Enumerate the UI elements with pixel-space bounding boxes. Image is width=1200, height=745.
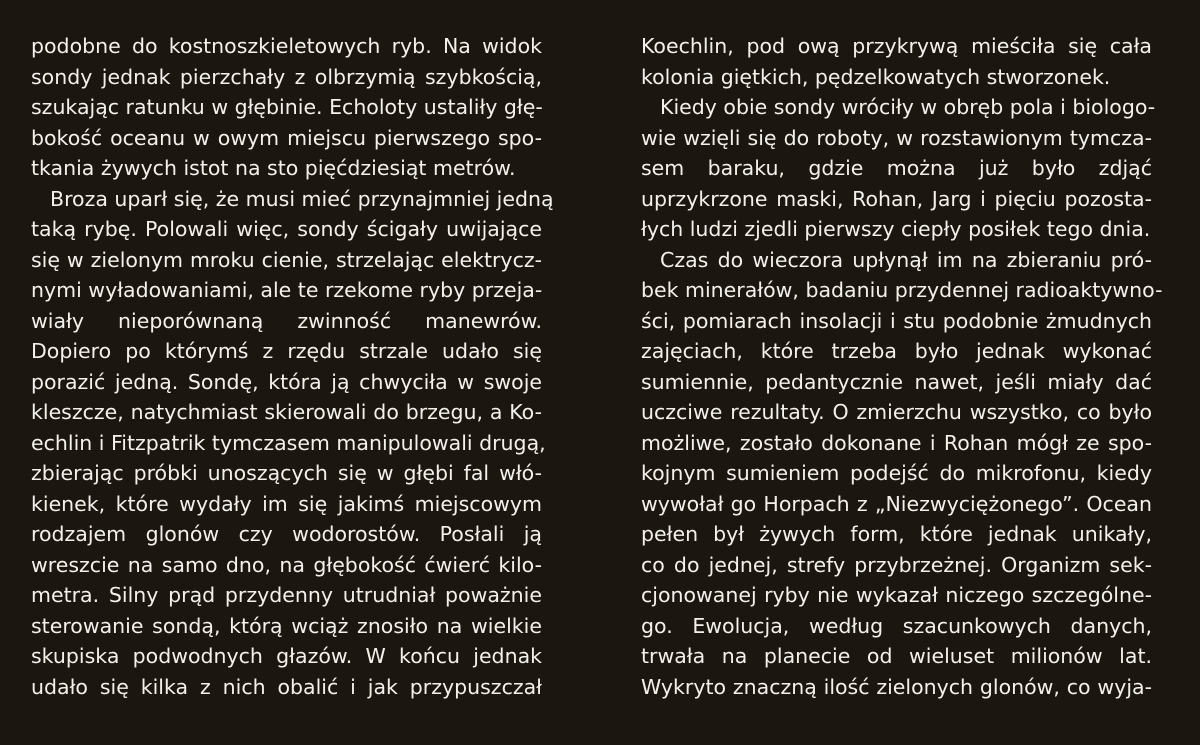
text-line: sondy jednak pierzchały z olbrzymią szybkością, <box>31 64 542 89</box>
text-line: bokość oceanu w owym miejscu pierwszego spo- <box>31 125 542 150</box>
text-line: Dopiero po którymś z rzędu strzale udało się <box>31 339 542 363</box>
text-line: trwała na planecie od wieluset milionów lat. <box>641 644 1152 668</box>
text-line: tkania żywych istot na sto pięćdziesiąt metrów. <box>31 156 516 180</box>
text-line: wywołał go Horpach z „Niezwyciężonego”. Ocean <box>641 491 1152 516</box>
text-line: echlin i Fitzpatrik tymczasem manipulowali drugą, <box>31 430 546 455</box>
text-line: ści, pomiarach insolacji i stu podobnie żmudnych <box>641 308 1152 333</box>
text-line: się w zielonym mroku cienie, strzelając elektrycz- <box>31 247 542 272</box>
text-line: Czas do wieczora upłynął im na zbieraniu pró- <box>660 247 1152 272</box>
text-line: metra. Silny prąd przydenny utrudniał poważnie <box>31 583 542 607</box>
text-line: bek minerałów, badaniu przydennej radioaktywno- <box>641 278 1163 302</box>
text-line: co do jednej, strefy przybrzeżnej. Organizm sek- <box>641 552 1152 577</box>
text-line: Koechlin, pod ową przykrywą mieściła się cała <box>641 34 1152 58</box>
text-line: sem baraku, gdzie można już było zdjąć <box>641 156 1152 180</box>
text-line: udało się kilka z nich obalić i jak przypuszczał <box>31 674 542 699</box>
text-line: nymi wyładowaniami, ale te rzekome ryby przeja- <box>31 278 543 302</box>
text-line: sumiennie, pedantycznie nawet, jeśli miały dać <box>641 369 1152 394</box>
text-line: wiały nieporównaną zwinność manewrów. <box>31 308 542 333</box>
text-line: możliwe, zostało dokonane i Rohan mógł ze spo- <box>641 430 1152 455</box>
text-line: kienek, które wydały im się jakimś miejscowym <box>31 491 542 516</box>
text-line: kleszcze, natychmiast skierowali do brzegu, a Ko- <box>31 400 542 424</box>
text-line: kojnym sumieniem podejść do mikrofonu, kiedy <box>641 461 1152 485</box>
text-line: zbierając próbki unoszących się w głębi fal włó- <box>31 461 542 485</box>
text-line: uprzykrzone maski, Rohan, Jarg i pięciu pozosta- <box>641 186 1152 211</box>
text-line: cjonowanej ryby nie wykazał niczego szczególne- <box>641 583 1152 607</box>
text-line: sterowanie sondą, którą wciąż znosiło na wielkie <box>31 613 542 638</box>
text-line: kolonia giętkich, pędzelkowatych stworzonek. <box>641 64 1111 89</box>
text-line: wreszcie na samo dno, na głębokość ćwierć kilo- <box>31 552 542 577</box>
text-line: pełen był żywych form, które jednak unikały, <box>641 522 1152 546</box>
text-line: Wykryto znaczną ilość zielonych glonów, co wyja- <box>641 674 1152 699</box>
text-line: uczciwe rezultaty. O zmierzchu wszystko, co było <box>641 400 1152 424</box>
text-line: zajęciach, które trzeba było jednak wykonać <box>641 339 1152 363</box>
text-line: Broza uparł się, że musi mieć przynajmniej jedną <box>50 186 554 211</box>
text-line: skupiska podwodnych głazów. W końcu jednak <box>31 644 542 668</box>
text-line: porazić jedną. Sondę, która ją chwyciła w swoje <box>31 369 542 394</box>
text-line: rodzajem glonów czy wodorostów. Posłali ją <box>31 522 542 546</box>
text-line: podobne do kostnoszkieletowych ryb. Na widok <box>31 34 542 58</box>
text-line: go. Ewolucja, według szacunkowych danych, <box>641 613 1152 638</box>
text-line: taką rybę. Polowali więc, sondy ścigały uwijające <box>31 217 542 241</box>
text-line: łych ludzi zjedli pierwszy ciepły posiłek tego dnia. <box>641 217 1151 241</box>
text-line: Kiedy obie sondy wróciły w obręb pola i biologo- <box>660 95 1156 119</box>
text-line: szukając ratunku w głębinie. Echoloty ustaliły głę- <box>31 95 543 119</box>
text-line: wie wzięli się do roboty, w rozstawionym tymcza- <box>641 125 1152 150</box>
